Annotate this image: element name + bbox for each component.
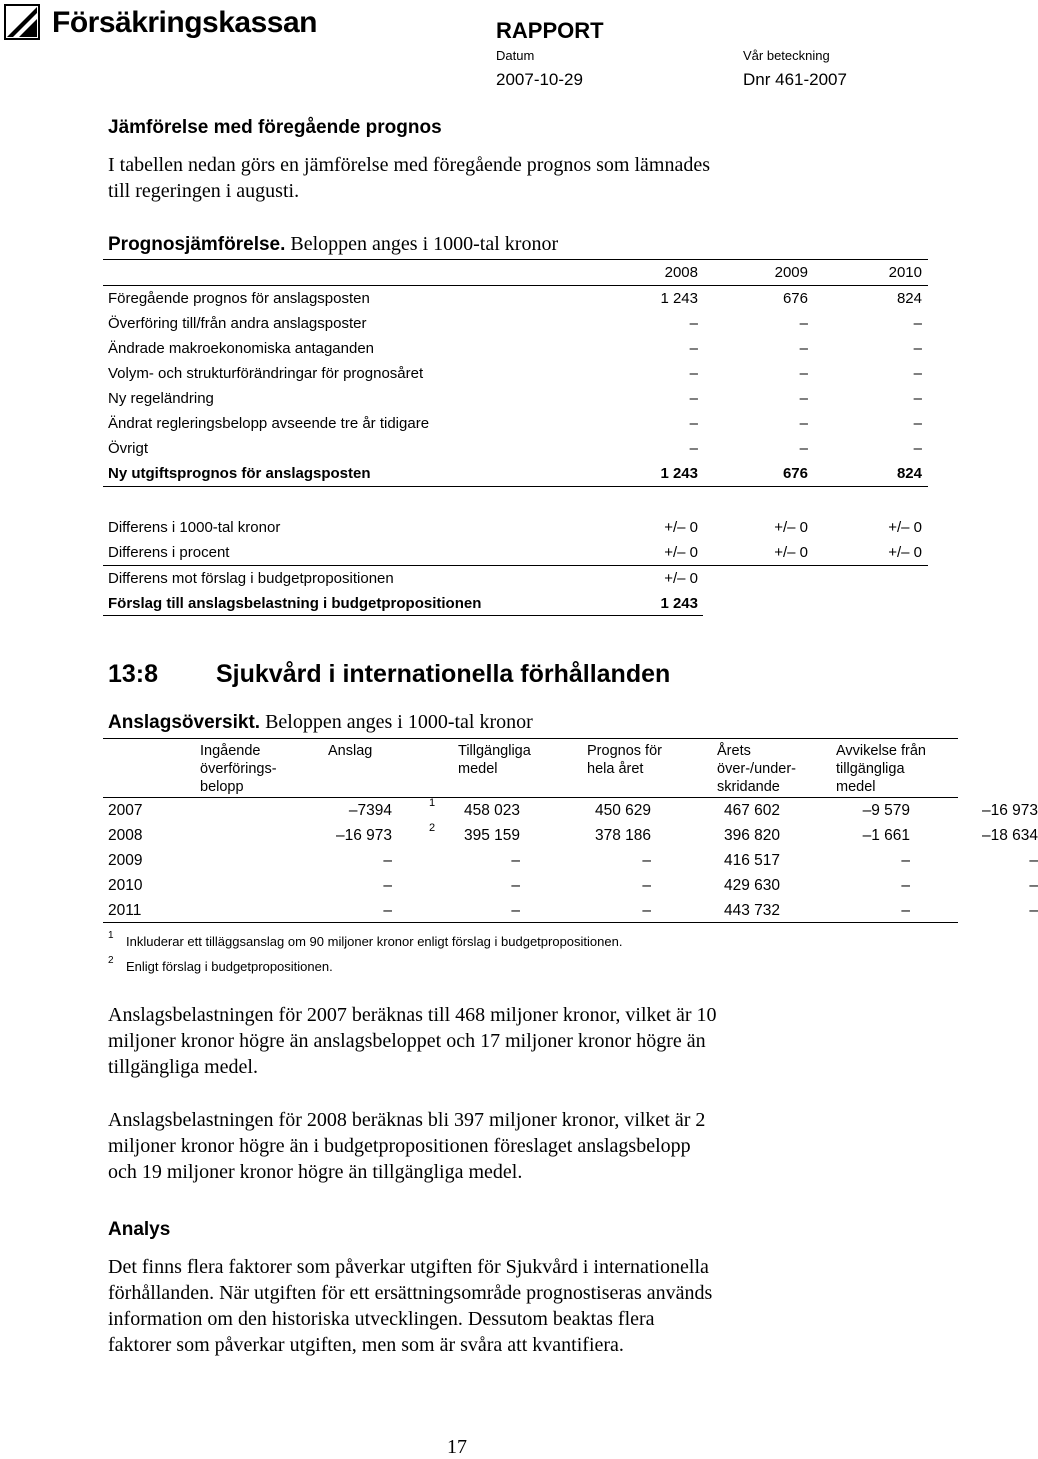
date-value: 2007-10-29 — [496, 70, 583, 89]
cell: – — [689, 315, 698, 332]
date-label: Datum — [496, 48, 535, 63]
cell: – — [901, 852, 910, 869]
cell: –18 634 — [981, 827, 1038, 844]
forsakringskassan-logo-icon — [4, 4, 40, 40]
analys-heading: Analys — [108, 1219, 171, 1240]
cell: 443 732 — [723, 902, 780, 919]
cell: – — [799, 415, 808, 432]
table-row — [108, 591, 926, 616]
header-line: Årets — [717, 743, 751, 759]
table-row — [108, 361, 926, 386]
cell: – — [383, 902, 392, 919]
column-header — [328, 742, 372, 760]
cell: – — [642, 877, 651, 894]
header-line: Tillgängliga — [458, 743, 531, 759]
row-label: Differens mot förslag i budgetpropositionen — [108, 570, 394, 587]
row-label: Föregående prognos för anslagsposten — [108, 290, 370, 307]
cell: – — [511, 852, 520, 869]
row-label: Förslag till anslagsbelastning i budgetpropositionen — [108, 595, 482, 612]
table-caption-bold: Prognosjämförelse. — [108, 234, 286, 255]
brand-name: Försäkringskassan — [52, 6, 317, 39]
cell: 676 — [782, 290, 808, 307]
table-row — [108, 540, 926, 565]
table-caption — [108, 232, 558, 257]
cell: –16 973 — [335, 827, 392, 844]
footnote-marker: 1 — [429, 797, 436, 809]
cell: +/– 0 — [774, 519, 808, 536]
paragraph-line: faktorer som påverkar utgiften, men som är svåra att kvantifiera. — [108, 1334, 624, 1356]
header-line: medel — [458, 761, 498, 777]
header-line: över-/under- — [717, 761, 796, 777]
year-header: 2010 — [888, 264, 922, 281]
cell: – — [689, 365, 698, 382]
cell: – — [799, 315, 808, 332]
table-caption-bold: Anslagsöversikt. — [108, 712, 261, 733]
header-line: Anslag — [328, 743, 373, 759]
header-line: tillgängliga — [836, 761, 905, 777]
cell: – — [799, 340, 808, 357]
row-label: Differens i procent — [108, 544, 230, 561]
footnote-marker: 2 — [429, 822, 436, 834]
cell: – — [689, 415, 698, 432]
table-caption-rest: Beloppen anges i 1000-tal kronor — [260, 711, 533, 733]
paragraph — [108, 1254, 712, 1358]
cell: – — [511, 877, 520, 894]
cell: – — [1029, 902, 1038, 919]
year-cell: 2009 — [108, 852, 143, 869]
cell: – — [901, 902, 910, 919]
doc-type: RAPPORT — [496, 18, 604, 43]
cell: 396 820 — [723, 827, 780, 844]
header-line: överförings- — [200, 761, 277, 777]
cell: 824 — [896, 465, 922, 482]
cell: – — [383, 852, 392, 869]
ref-label: Vår beteckning — [743, 48, 830, 63]
table-row — [108, 797, 1038, 823]
cell: –9 579 — [862, 802, 910, 819]
cell: – — [1029, 877, 1038, 894]
year-cell: 2011 — [108, 902, 142, 919]
cell: 1 243 — [660, 595, 698, 612]
cell: – — [913, 390, 922, 407]
row-label: Ny regeländring — [108, 390, 214, 407]
cell: –1 661 — [862, 827, 910, 844]
cell: 676 — [782, 465, 808, 482]
paragraph-line: förhållanden. När utgiften för ett ersättningsområde prognostiseras används — [108, 1282, 713, 1304]
table-caption-rest: Beloppen anges i 1000-tal kronor — [285, 233, 559, 255]
cell: – — [913, 340, 922, 357]
row-label: Ändrat regleringsbelopp avseende tre år tidigare — [108, 415, 430, 432]
cell: +/– 0 — [774, 544, 808, 561]
table-row — [108, 822, 1038, 848]
year-cell: 2010 — [108, 877, 143, 894]
ref-value: Dnr 461-2007 — [743, 70, 847, 89]
cell: –7394 — [348, 802, 392, 819]
table-rule — [103, 738, 958, 739]
table-row — [108, 311, 926, 336]
table-rule — [103, 615, 703, 616]
table-row — [108, 848, 1038, 873]
chapter-number: 13:8 — [108, 660, 159, 688]
paragraph-line: miljoner kronor högre än anslagsbeloppet och 17 miljoner kronor högre än — [108, 1030, 706, 1052]
cell: – — [799, 390, 808, 407]
row-label: Övrigt — [108, 440, 149, 457]
table-row — [108, 566, 926, 591]
header-line: Prognos för — [587, 743, 662, 759]
header-line: Ingående — [200, 743, 261, 759]
header-line: skridande — [717, 779, 780, 795]
paragraph-line: tillgängliga medel. — [108, 1056, 258, 1078]
cell: 824 — [896, 290, 922, 307]
table-row — [108, 286, 926, 311]
footnote-number: 2 — [108, 955, 114, 966]
row-label: Ändrade makroekonomiska antaganden — [108, 340, 375, 357]
table-caption — [108, 710, 533, 735]
paragraph-line: och 19 miljoner kronor högre än tillgängliga medel. — [108, 1161, 523, 1183]
cell: – — [689, 440, 698, 457]
cell: – — [689, 340, 698, 357]
table-row — [108, 461, 926, 486]
row-label: Differens i 1000-tal kronor — [108, 519, 281, 536]
cell: – — [913, 440, 922, 457]
year-cell: 2007 — [108, 802, 143, 819]
cell: – — [913, 365, 922, 382]
cell: +/– 0 — [664, 570, 698, 587]
cell: +/– 0 — [888, 519, 922, 536]
cell: 1 243 — [660, 290, 698, 307]
cell: 395 159 — [463, 827, 520, 844]
footnote-text: Inkluderar ett tilläggsanslag om 90 miljoner kronor enligt förslag i budgetpropositionen. — [126, 934, 623, 949]
section-heading: Jämförelse med föregående prognos — [108, 117, 442, 138]
paragraph — [108, 1107, 705, 1185]
cell: 416 517 — [723, 852, 780, 869]
table-row — [108, 898, 1038, 923]
table-row — [108, 436, 926, 461]
cell: 378 186 — [594, 827, 651, 844]
paragraph-line: Anslagsbelastningen för 2008 beräknas bli 397 miljoner kronor, vilket är 2 — [108, 1109, 706, 1131]
cell: +/– 0 — [664, 544, 698, 561]
page-number: 17 — [447, 1436, 467, 1458]
header-line: hela året — [587, 761, 644, 777]
header-line: Avvikelse från — [836, 743, 926, 759]
table-row — [108, 515, 926, 540]
column-header — [200, 742, 277, 796]
cell: 450 629 — [594, 802, 651, 819]
header-line: belopp — [200, 779, 244, 795]
cell: – — [913, 415, 922, 432]
cell: 1 243 — [660, 465, 698, 482]
intro-line: I tabellen nedan görs en jämförelse med föregående prognos som lämnades — [108, 154, 711, 176]
paragraph-line: Anslagsbelastningen för 2007 beräknas till 468 miljoner kronor, vilket är 10 — [108, 1004, 717, 1026]
header-line: medel — [836, 779, 876, 795]
chapter-title: Sjukvård i internationella förhållanden — [216, 660, 671, 688]
cell: +/– 0 — [888, 544, 922, 561]
row-label: Överföring till/från andra anslagsposter — [108, 315, 367, 332]
footnote-number: 1 — [108, 930, 114, 941]
table-row — [108, 336, 926, 361]
year-header: 2009 — [774, 264, 808, 281]
cell: – — [689, 390, 698, 407]
cell: 458 023 — [463, 802, 520, 819]
cell: – — [1029, 852, 1038, 869]
table-rule — [103, 922, 958, 923]
column-header — [587, 742, 662, 778]
year-cell: 2008 — [108, 827, 143, 844]
paragraph — [108, 1002, 717, 1080]
table-row — [108, 873, 1038, 898]
cell: – — [799, 365, 808, 382]
paragraph-line: miljoner kronor högre än i budgetpropositionen föreslaget anslagsbelopp — [108, 1135, 691, 1157]
cell: +/– 0 — [664, 519, 698, 536]
cell: – — [511, 902, 520, 919]
cell: – — [901, 877, 910, 894]
paragraph-line: information om den historiska utvecklingen. Dessutom beaktas flera — [108, 1308, 655, 1330]
cell: – — [642, 902, 651, 919]
year-header: 2008 — [664, 264, 698, 281]
cell: – — [799, 440, 808, 457]
cell: –16 973 — [981, 802, 1038, 819]
footnote-text: Enligt förslag i budgetpropositionen. — [126, 959, 333, 974]
cell: – — [913, 315, 922, 332]
row-label: Volym- och strukturförändringar för prognosåret — [108, 365, 424, 382]
column-header — [836, 742, 926, 796]
cell: 467 602 — [723, 802, 780, 819]
table-row — [108, 386, 926, 411]
row-label: Ny utgiftsprognos för anslagsposten — [108, 465, 371, 482]
cell: 429 630 — [723, 877, 780, 894]
cell: – — [383, 877, 392, 894]
table-row — [108, 411, 926, 436]
table-rule — [103, 486, 928, 487]
column-header — [717, 742, 796, 796]
column-header — [458, 742, 531, 778]
cell: – — [642, 852, 651, 869]
intro-line: till regeringen i augusti. — [108, 180, 300, 202]
paragraph-line: Det finns flera faktorer som påverkar utgiften för Sjukvård i internationella — [108, 1256, 709, 1278]
table-header-row — [108, 260, 926, 285]
